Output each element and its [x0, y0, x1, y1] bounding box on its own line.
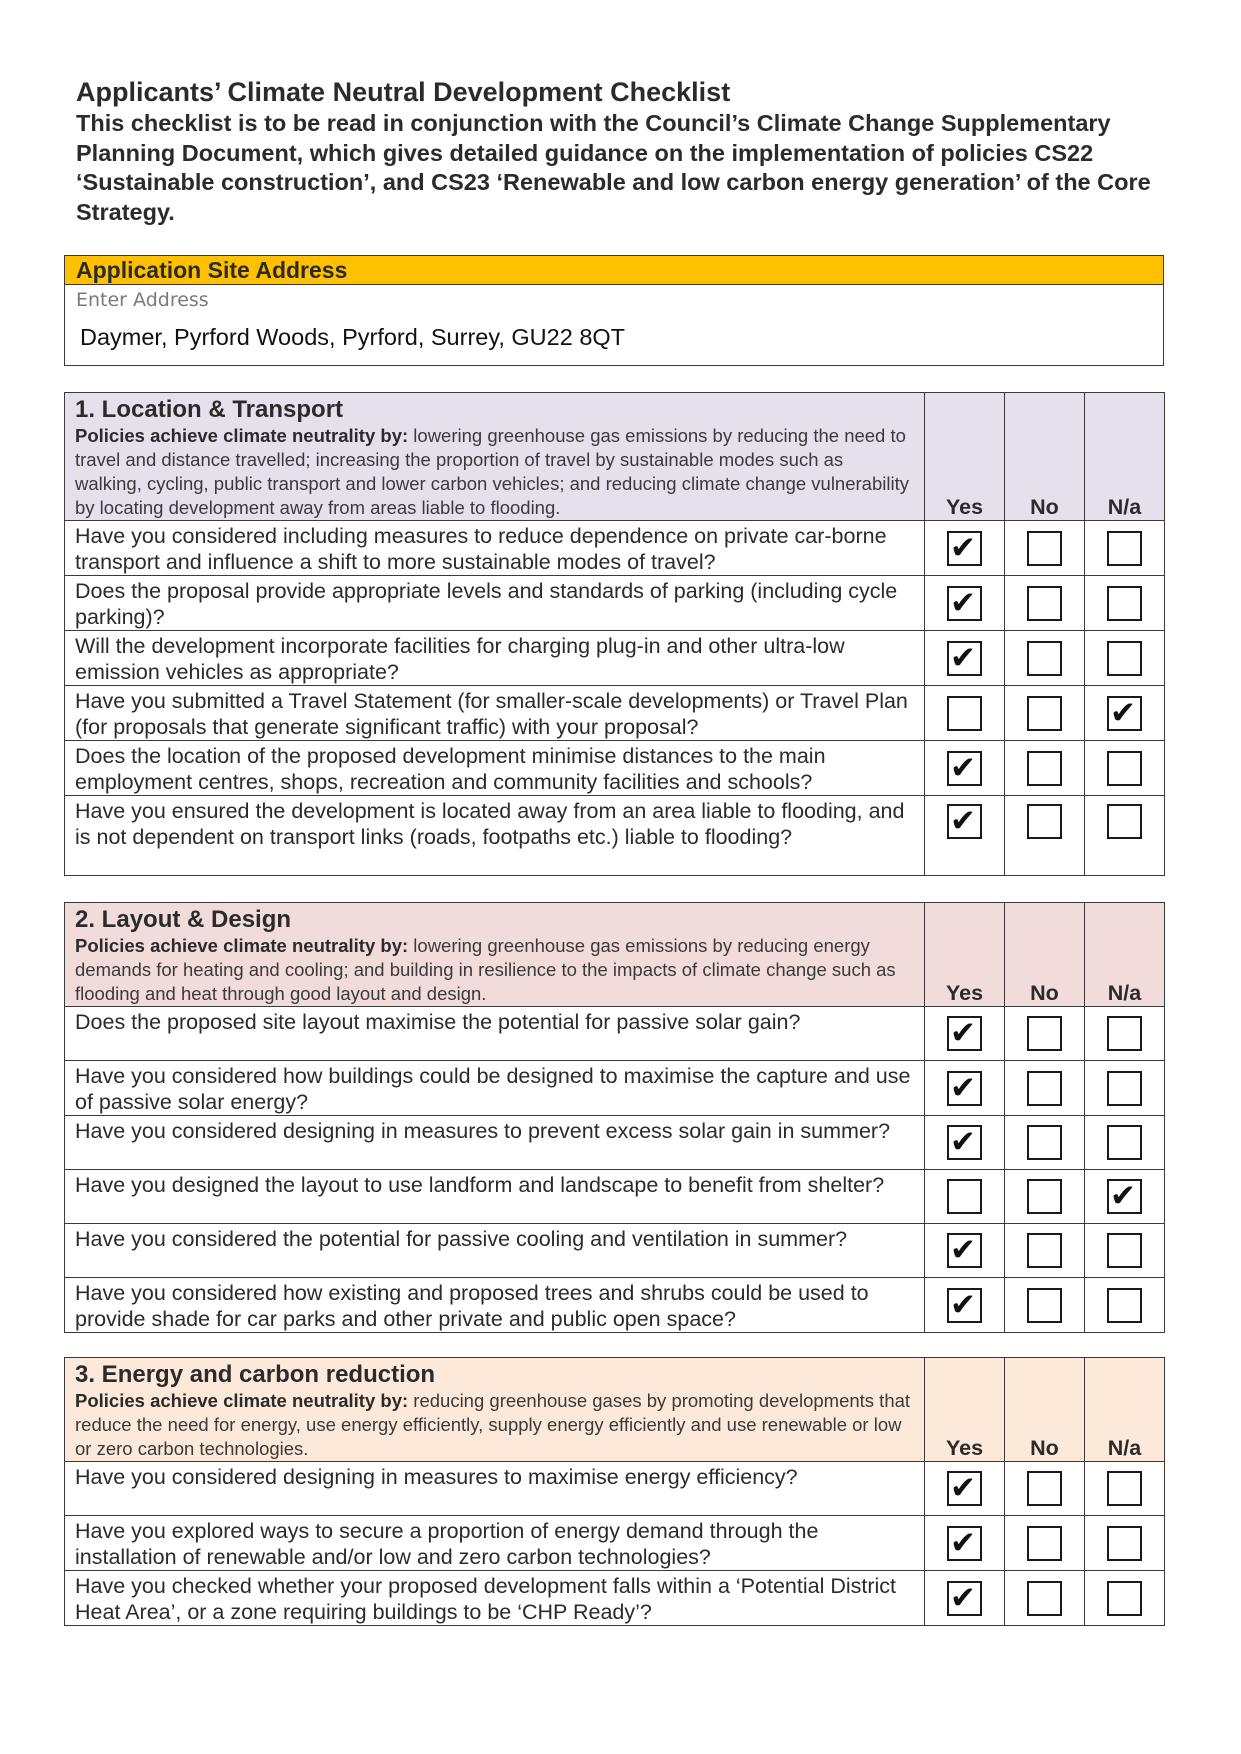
question-text: Have you considered how buildings could be designed to maximise the capture and use of passive solar energy? [65, 1061, 925, 1116]
question-text: Have you considered designing in measures to prevent excess solar gain in summer? [65, 1116, 925, 1170]
section-title: 3. Energy and carbon reduction [75, 1361, 436, 1388]
yes-checkbox[interactable] [947, 751, 982, 786]
na-checkbox[interactable] [1107, 1179, 1142, 1214]
section-header [65, 903, 925, 1007]
section-layout-design [64, 902, 1165, 1333]
question-text: Have you considered how existing and proposed trees and shrubs could be used to provide shade for car parks and other private and public open space? [65, 1278, 925, 1333]
question-text: Does the proposed site layout maximise the potential for passive solar gain? [65, 1007, 925, 1061]
no-checkbox[interactable] [1027, 531, 1062, 566]
section-title: 2. Layout & Design [75, 906, 292, 933]
section-header [65, 393, 925, 521]
question-row [65, 741, 1165, 796]
section-location-transport [64, 392, 1165, 876]
na-checkbox[interactable] [1107, 696, 1142, 731]
column-no-header: No [1005, 1358, 1085, 1462]
question-text: Does the location of the proposed development minimise distances to the main employment centres, shops, recreation and community facilities and schools? [65, 741, 925, 796]
yes-checkbox[interactable] [947, 1179, 982, 1214]
question-text: Have you designed the layout to use landform and landscape to benefit from shelter? [65, 1170, 925, 1224]
question-row [65, 1170, 1165, 1224]
no-checkbox[interactable] [1027, 1179, 1062, 1214]
na-checkbox[interactable] [1107, 1526, 1142, 1561]
na-checkbox[interactable] [1107, 1071, 1142, 1106]
document-intro: This checklist is to be read in conjunction with the Council’s Climate Change Supplementary Planning Document, which gives detailed guidance on the implementation of policies CS22 ‘Sustainable construction’, and CS23 ‘Renewable and low carbon energy generation’ of the Core Strategy. [76, 110, 1151, 225]
yes-checkbox[interactable] [947, 696, 982, 731]
yes-checkbox[interactable] [947, 531, 982, 566]
yes-checkbox[interactable] [947, 1581, 982, 1616]
no-checkbox[interactable] [1027, 1125, 1062, 1160]
question-row [65, 1116, 1165, 1170]
question-row [65, 1007, 1165, 1061]
address-input[interactable]: Daymer, Pyrford Woods, Pyrford, Surrey, GU22 8QT [80, 324, 626, 350]
no-checkbox[interactable] [1027, 1526, 1062, 1561]
question-text: Have you submitted a Travel Statement (for smaller-scale developments) or Travel Plan (for proposals that generate significant traffic) with your proposal? [65, 686, 925, 741]
question-row [65, 1571, 1165, 1626]
na-checkbox[interactable] [1107, 641, 1142, 676]
question-row [65, 796, 1165, 876]
section-energy-carbon [64, 1357, 1165, 1626]
column-na-header: N/a [1085, 903, 1165, 1007]
yes-checkbox[interactable] [947, 1471, 982, 1506]
na-checkbox[interactable] [1107, 1288, 1142, 1323]
na-checkbox[interactable] [1107, 1016, 1142, 1051]
section-description: Policies achieve climate neutrality by: reducing greenhouse gases by promoting developments that reduce the need for energy, use energy efficiently, supply energy efficiently and use renewable or low or zero carbon technologies. [75, 1390, 911, 1459]
no-checkbox[interactable] [1027, 1288, 1062, 1323]
na-checkbox[interactable] [1107, 1125, 1142, 1160]
na-checkbox[interactable] [1107, 1581, 1142, 1616]
no-checkbox[interactable] [1027, 586, 1062, 621]
question-row [65, 1278, 1165, 1333]
na-checkbox[interactable] [1107, 804, 1142, 839]
no-checkbox[interactable] [1027, 1016, 1062, 1051]
yes-checkbox[interactable] [947, 1526, 982, 1561]
column-yes-header: Yes [925, 903, 1005, 1007]
section-header [65, 1358, 925, 1462]
question-text: Have you explored ways to secure a proportion of energy demand through the installation of renewable and/or low and zero carbon technologies? [65, 1516, 925, 1571]
yes-checkbox[interactable] [947, 1233, 982, 1268]
section-title: 1. Location & Transport [75, 396, 344, 423]
no-checkbox[interactable] [1027, 1581, 1062, 1616]
column-na-header: N/a [1085, 393, 1165, 521]
section-description: Policies achieve climate neutrality by: lowering greenhouse gas emissions by reducing energy demands for heating and cooling; and building in resilience to the impacts of climate change such as flooding and heat through good layout and design. [75, 935, 896, 1004]
question-row [65, 1462, 1165, 1516]
yes-checkbox[interactable] [947, 1125, 982, 1160]
question-row [65, 576, 1165, 631]
question-row [65, 686, 1165, 741]
no-checkbox[interactable] [1027, 696, 1062, 731]
question-text: Have you considered designing in measures to maximise energy efficiency? [65, 1462, 925, 1516]
question-text: Have you checked whether your proposed development falls within a ‘Potential District Heat Area’, or a zone requiring buildings to be ‘CHP Ready’? [65, 1571, 925, 1626]
na-checkbox[interactable] [1107, 751, 1142, 786]
question-row [65, 631, 1165, 686]
no-checkbox[interactable] [1027, 641, 1062, 676]
yes-checkbox[interactable] [947, 1288, 982, 1323]
yes-checkbox[interactable] [947, 1016, 982, 1051]
question-row [65, 1224, 1165, 1278]
column-yes-header: Yes [925, 1358, 1005, 1462]
yes-checkbox[interactable] [947, 641, 982, 676]
no-checkbox[interactable] [1027, 751, 1062, 786]
question-row [65, 1061, 1165, 1116]
address-placeholder: Enter Address [76, 289, 209, 311]
no-checkbox[interactable] [1027, 804, 1062, 839]
column-yes-header: Yes [925, 393, 1005, 521]
no-checkbox[interactable] [1027, 1233, 1062, 1268]
document-title: Applicants’ Climate Neutral Development Checklist [76, 77, 731, 107]
yes-checkbox[interactable] [947, 1071, 982, 1106]
question-row [65, 1516, 1165, 1571]
address-box [64, 255, 1164, 366]
question-text: Have you considered the potential for passive cooling and ventilation in summer? [65, 1224, 925, 1278]
column-no-header: No [1005, 903, 1085, 1007]
na-checkbox[interactable] [1107, 1233, 1142, 1268]
question-text: Have you ensured the development is located away from an area liable to flooding, and is not dependent on transport links (roads, footpaths etc.) liable to flooding? [65, 796, 925, 876]
address-heading: Application Site Address [65, 256, 1163, 285]
question-row [65, 521, 1165, 576]
question-text: Have you considered including measures to reduce dependence on private car-borne transport and influence a shift to more sustainable modes of travel? [65, 521, 925, 576]
no-checkbox[interactable] [1027, 1071, 1062, 1106]
question-text: Does the proposal provide appropriate levels and standards of parking (including cycle parking)? [65, 576, 925, 631]
no-checkbox[interactable] [1027, 1471, 1062, 1506]
column-na-header: N/a [1085, 1358, 1165, 1462]
section-description: Policies achieve climate neutrality by: lowering greenhouse gas emissions by reducing the need to travel and distance travelled; increasing the proportion of travel by sustainable modes such as walking, cycling, public transport and lower carbon vehicles; and reducing climate change vulnerability by locating development away from areas liable to flooding. [75, 425, 909, 518]
na-checkbox[interactable] [1107, 531, 1142, 566]
yes-checkbox[interactable] [947, 586, 982, 621]
question-text: Will the development incorporate facilities for charging plug-in and other ultra-low emission vehicles as appropriate? [65, 631, 925, 686]
na-checkbox[interactable] [1107, 1471, 1142, 1506]
yes-checkbox[interactable] [947, 804, 982, 839]
column-no-header: No [1005, 393, 1085, 521]
na-checkbox[interactable] [1107, 586, 1142, 621]
